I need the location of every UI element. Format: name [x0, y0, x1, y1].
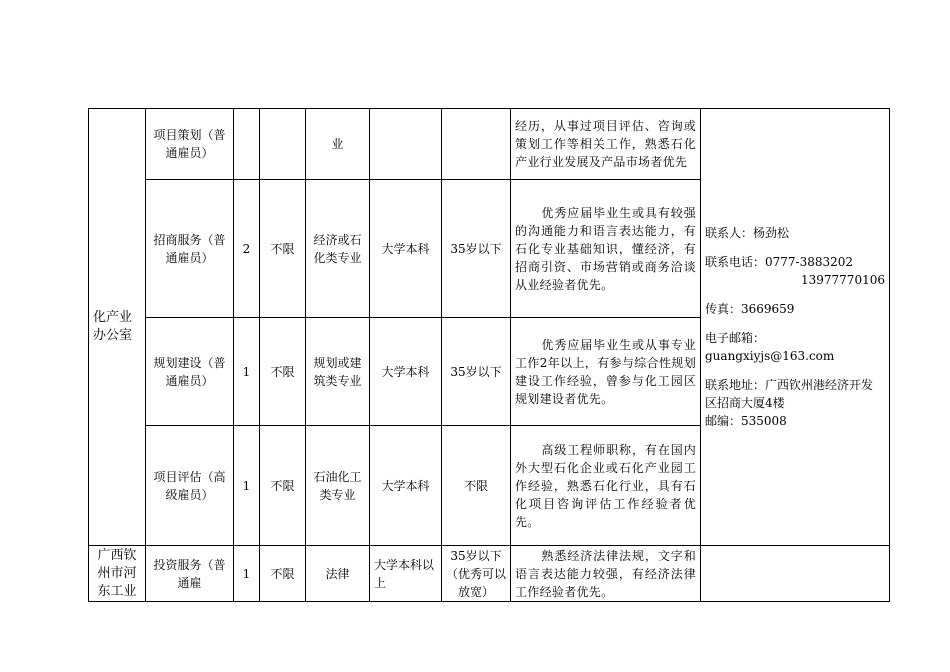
position-cell: 规划建设（普通雇员） — [146, 318, 234, 426]
contact-fax: 传真：3669659 — [705, 302, 795, 316]
requirement-cell: 高级工程师职称，有在国内外大型石化企业或石化产业园工作经验，熟悉石化行业，具有石化项目咨询评估工作经验者优先。 — [511, 426, 701, 546]
education-cell — [370, 109, 442, 180]
count-cell — [234, 109, 260, 180]
contact-cell-empty — [701, 546, 890, 602]
contact-phone-2: 13977770106 — [801, 273, 885, 287]
age-cell: 35岁以下 — [442, 318, 511, 426]
position-cell: 项目策划（普通雇员） — [146, 109, 234, 180]
contact-address: 联系地址：广西钦州港经济开发区招商大厦4楼 — [705, 378, 874, 410]
contact-cell — [701, 109, 890, 546]
department-cell: 化产业办公室 — [89, 109, 146, 546]
education-cell: 大学本科 — [370, 318, 442, 426]
education-cell: 大学本科 — [370, 426, 442, 546]
contact-phone — [705, 253, 885, 289]
requirement-cell: 熟悉经济法律法规，文字和语言表达能力较强，有经济法律工作经验者优先。 — [511, 546, 701, 602]
requirement-cell: 优秀应届毕业生或具有较强的沟通能力和语言表达能力，有石化专业基础知识，懂经济，有招商引资、市场营销或商务洽谈从业经验者优先。 — [511, 180, 701, 318]
recruitment-table — [88, 108, 890, 602]
contact-address-block — [705, 376, 885, 430]
age-cell: 35岁以下（优秀可以放宽） — [442, 546, 511, 602]
position-cell: 招商服务（普通雇员） — [146, 180, 234, 318]
position-cell: 投资服务（普通雇 — [146, 546, 234, 602]
education-cell: 大学本科 — [370, 180, 442, 318]
gender-cell: 不限 — [260, 426, 306, 546]
gender-cell: 不限 — [260, 318, 306, 426]
age-cell — [442, 109, 511, 180]
position-cell: 项目评估（高级雇员） — [146, 426, 234, 546]
table-row — [89, 546, 890, 602]
major-cell: 经济或石化类专业 — [306, 180, 370, 318]
table-row — [89, 109, 890, 180]
count-cell: 2 — [234, 180, 260, 318]
requirement-cell: 经历，从事过项目评估、咨询或策划工作等相关工作，熟悉石化产业行业发展及产品市场者优先 — [511, 109, 701, 180]
gender-cell: 不限 — [260, 180, 306, 318]
major-cell: 业 — [306, 109, 370, 180]
major-cell: 法律 — [306, 546, 370, 602]
contact-phone-1: 联系电话：0777-3883202 — [705, 255, 854, 269]
gender-cell — [260, 109, 306, 180]
age-cell: 35岁以下 — [442, 180, 511, 318]
department-cell: 广西钦州市河东工业 — [89, 546, 146, 602]
contact-postcode: 邮编：535008 — [705, 414, 787, 428]
major-cell: 石油化工类专业 — [306, 426, 370, 546]
education-cell: 大学本科以上 — [370, 546, 442, 602]
gender-cell: 不限 — [260, 546, 306, 602]
count-cell: 1 — [234, 426, 260, 546]
age-cell: 不限 — [442, 426, 511, 546]
major-cell: 规划或建筑类专业 — [306, 318, 370, 426]
contact-person: 联系人：杨劲松 — [705, 226, 790, 240]
contact-email — [705, 329, 885, 365]
requirement-cell: 优秀应届毕业生或从事专业工作2年以上，有参与综合性规划建设工作经验，曾参与化工园区规划建设者优先。 — [511, 318, 701, 426]
count-cell: 1 — [234, 546, 260, 602]
contact-email-address: guangxiyjs@163.com — [705, 349, 835, 363]
contact-email-label: 电子邮箱： — [705, 331, 766, 345]
count-cell: 1 — [234, 318, 260, 426]
